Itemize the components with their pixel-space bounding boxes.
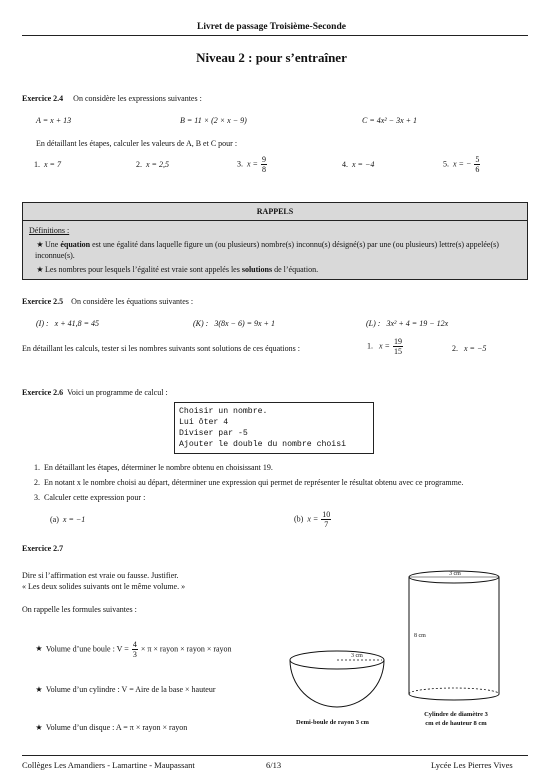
exercise-2-6-heading: Exercice 2.6 Voici un programme de calcul : <box>22 388 168 397</box>
program-line: Lui ôter 4 <box>179 418 229 427</box>
program-line: Diviser par -5 <box>179 429 248 438</box>
value-item: 3. x = $\frac{9}{8}$ <box>237 155 266 174</box>
equation-k: (K) : 3(8x − 6) = 9x + 1 <box>193 319 275 328</box>
footer-left: Collèges Les Amandiers - Lamartine - Maupassant <box>22 760 195 770</box>
sub-question-b: (b) x = $\frac{10}{7}$ <box>294 510 331 529</box>
formulas-intro: On rappelle les formules suivantes : <box>22 605 137 614</box>
star-bullet-icon: ★ <box>36 265 44 274</box>
test-value-1: 1. x = $\frac{19}{15}$ <box>367 337 402 356</box>
expression-c: C = 4x² − 3x + 1 <box>362 116 418 125</box>
exercise-2-4-instruction: En détaillant les étapes, calculer les valeurs de A, B et C pour : <box>36 139 238 148</box>
formula-disk: ★ Volume d’un disque : A = π × rayon × rayon <box>35 723 188 732</box>
exercise-2-5-heading: Exercice 2.5 On considère les équations suivantes : <box>22 297 194 306</box>
star-bullet-icon: ★ <box>35 685 43 694</box>
header-rule <box>22 35 528 36</box>
rappels-box <box>22 202 528 280</box>
footer-right: Lycée Les Pierres Vives <box>431 760 513 770</box>
running-header: Livret de passage Troisième-Seconde <box>197 22 346 32</box>
cylinder-bottom-front <box>409 694 499 700</box>
star-bullet-icon: ★ <box>35 644 43 654</box>
star-bullet-icon: ★ <box>35 723 43 732</box>
sub-question-a: (a) x = −1 <box>50 515 86 524</box>
question-1: 1. En détaillant les étapes, déterminer le nombre obtenu en choisissant 19. <box>34 463 273 472</box>
question-3: 3. Calculer cette expression pour : <box>34 493 146 502</box>
definition-item: ★Une équation est une égalité dans laquelle figure un (ou plusieurs) nombre(s) inconnu(s) désigné(s) par une (ou plusieurs) lettre(s) appelée(s) inconnue(s). <box>35 240 499 260</box>
fraction: $\frac{4}{3}$ <box>132 640 137 659</box>
cylinder-bottom-back <box>409 688 499 694</box>
question-2: 2. En notant x le nombre choisi au départ, déterminer une expression qui permet de représenter le résultat obtenu avec ce programme. <box>34 478 464 487</box>
definitions-label: Définitions : <box>29 226 70 235</box>
formula-cylinder: ★ Volume d’un cylindre : V = Aire de la base × hauteur <box>35 685 216 694</box>
expression-a: A = x + 13 <box>36 116 72 125</box>
fraction: $\frac{19}{15}$ <box>393 337 402 356</box>
equation-i: (I) : x + 41,8 = 45 <box>36 319 100 328</box>
fraction: $\frac{5}{6}$ <box>475 155 480 174</box>
cylinder-diameter-label: 3 cm <box>449 571 461 577</box>
value-item: 5. x = − $\frac{5}{6}$ <box>443 155 480 174</box>
expression-b: B = 11 × (2 × x − 9) <box>180 116 247 125</box>
equation-l: (L) : 3x² + 4 = 19 − 12x <box>366 319 449 328</box>
page-title: Niveau 2 : pour s’entraîner <box>196 50 347 65</box>
definition-item: ★Les nombres pour lesquels l’égalité est vraie sont appelés les solutions de l’équation. <box>36 265 319 274</box>
cylinder-height-label: 8 cm <box>414 633 426 639</box>
value-item: 2. x = 2,5 <box>136 160 169 169</box>
exercise-intro: On considère les expressions suivantes : <box>73 94 202 103</box>
exercise-label: Exercice 2.4 <box>22 94 64 103</box>
program-box <box>174 402 374 454</box>
exercise-2-7-line1: Dire si l’affirmation est vraie ou fausse. Justifier. <box>22 571 179 580</box>
exercise-2-7-heading: Exercice 2.7 <box>22 544 64 553</box>
exercise-2-7-line2: « Les deux solides suivants ont le même volume. » <box>22 582 186 591</box>
hemisphere-figure <box>288 648 388 710</box>
hemisphere-radius-label: 3 cm <box>351 653 363 659</box>
footer-rule <box>22 755 528 756</box>
fraction: $\frac{10}{7}$ <box>322 510 331 529</box>
formula-sphere: ★ Volume d’une boule : V = $\frac{4}{3}$ × π × rayon × rayon × rayon <box>35 640 232 659</box>
fraction: $\frac{9}{8}$ <box>261 155 266 174</box>
test-value-2: 2. x = −5 <box>452 344 487 353</box>
rappels-divider <box>23 220 527 221</box>
star-bullet-icon: ★ <box>36 240 44 249</box>
program-line: Ajouter le double du nombre choisi <box>179 440 347 449</box>
program-line: Choisir un nombre. <box>179 407 268 416</box>
hemisphere-bowl <box>290 660 384 707</box>
rappels-title: RAPPELS <box>256 207 294 216</box>
value-item: 1. x = 7 <box>34 160 61 169</box>
hemisphere-caption: Demi-boule de rayon 3 cm <box>296 719 369 726</box>
value-item: 4. x = −4 <box>342 160 375 169</box>
page-number: 6/13 <box>266 760 282 770</box>
exercise-2-4-heading <box>22 94 202 103</box>
exercise-2-5-instruction: En détaillant les calculs, tester si les nombres suivants sont solutions de ces équations : <box>22 344 300 353</box>
cylinder-caption: Cylindre de diamètre 3 cm et de hauteur 8 cm <box>424 711 488 727</box>
